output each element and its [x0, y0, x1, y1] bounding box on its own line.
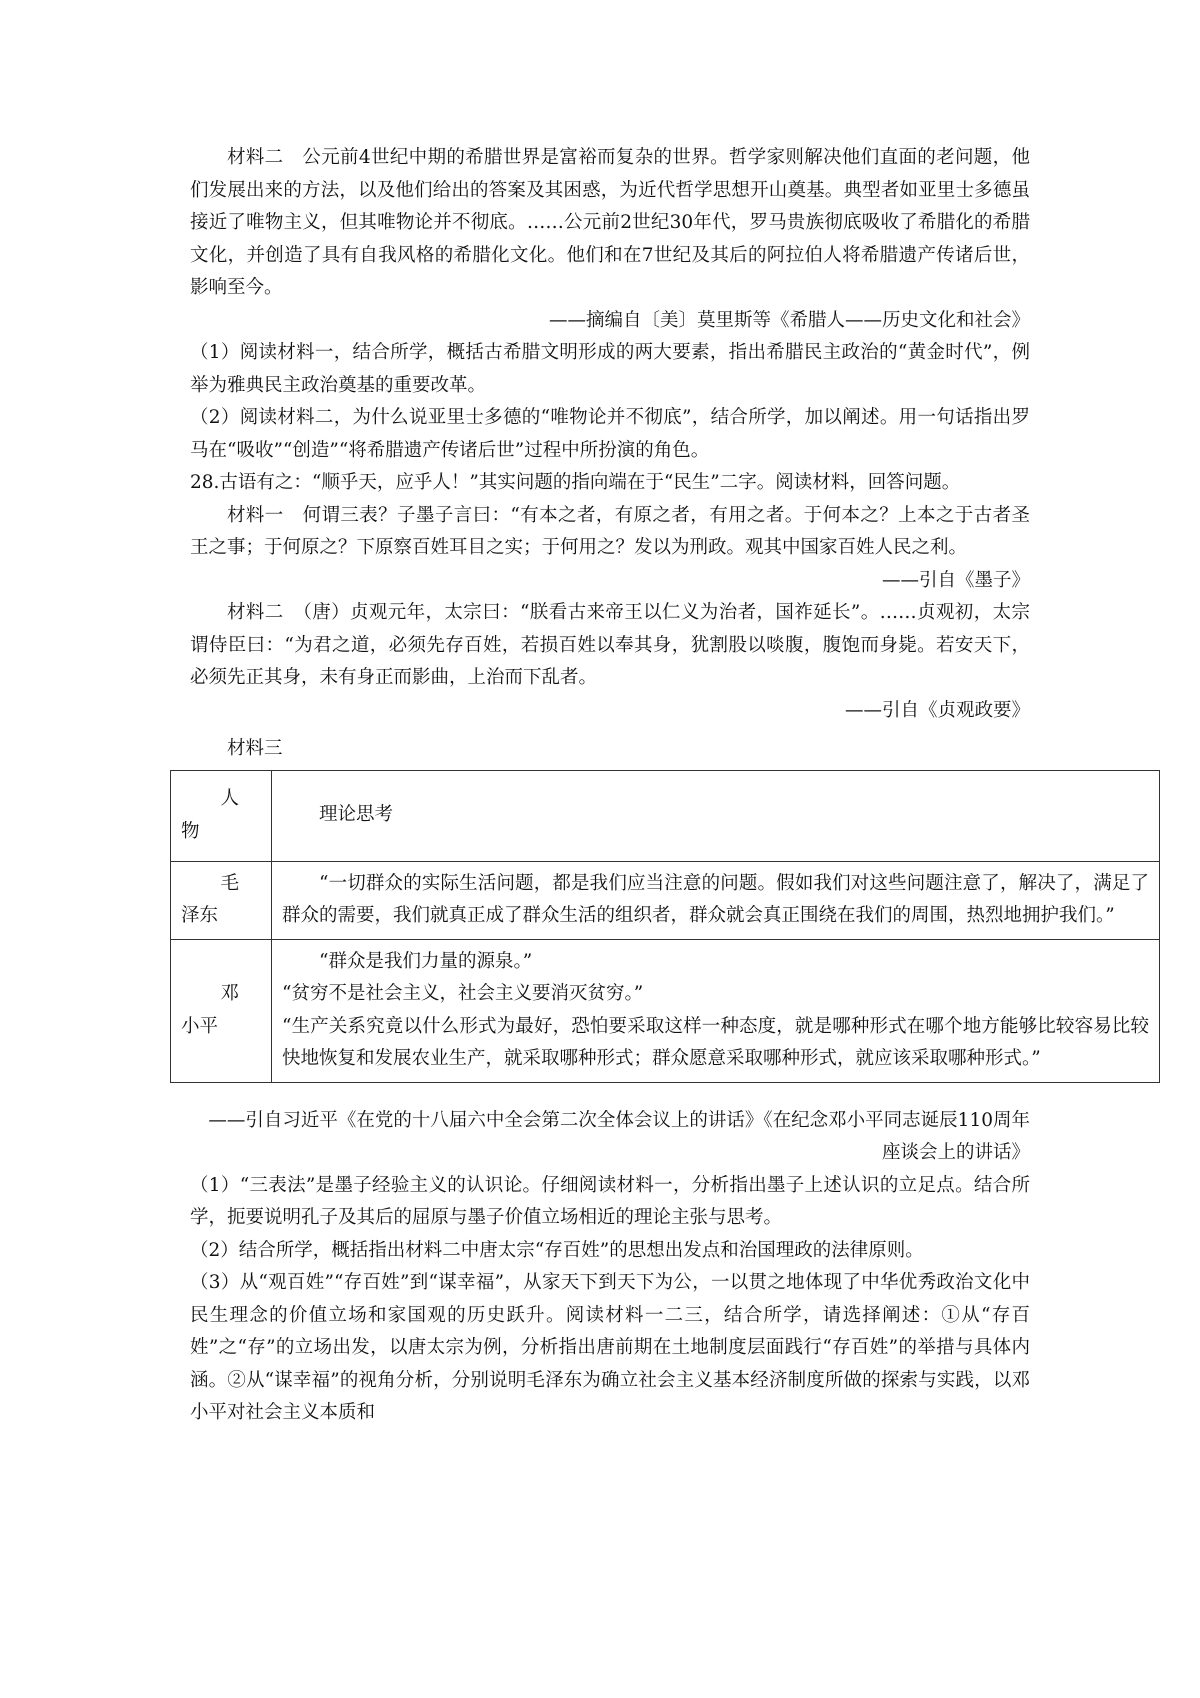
- q28-material-1-paragraph: [190, 500, 1030, 565]
- table-row: [171, 861, 1160, 939]
- theory-header-label: 理论思考: [319, 804, 394, 826]
- table-header-row: [171, 770, 1160, 861]
- q28-material-2-paragraph: [190, 597, 1030, 695]
- quote-line: “一切群众的实际生活问题，都是我们应当注意的问题。假如我们对这些问题注意了，解决了，满足了群众的需要，我们就真正成了群众生活的组织者，群众就会真正围绕在我们的周围，热烈地拥护我们。”: [282, 872, 1149, 926]
- quote-line: “群众是我们力量的源泉。”: [319, 950, 533, 972]
- material-label: 材料二: [227, 602, 284, 623]
- table-row: [171, 939, 1160, 1082]
- q28-sub3: （3）从“观百姓”“存百姓”到“谋幸福”，从家天下到天下为公，一以贯之地体现了中华优秀政治文化中民生理念的价值立场和家国观的历史跃升。阅读材料一二三，结合所学，请选择阐述：①从“存百姓”之“存”的立场出发，以唐太宗为例，分析指出唐前期在土地制度层面践行“存百姓”的举措与具体内涵。②从“谋幸福”的视角分析，分别说明毛泽东为确立社会主义基本经济制度所做的探索与实践，以邓小平对社会主义本质和: [190, 1272, 1030, 1423]
- theory-cell-deng: [272, 939, 1160, 1082]
- person-cell-mao: [171, 861, 272, 939]
- person-header-part-1: 人: [220, 788, 239, 809]
- q28-material-1-source: ——引自《墨子》: [881, 569, 1030, 591]
- material-2-greek-source: ——摘编自〔美〕莫里斯等《希腊人——历史文化和社会》: [548, 309, 1030, 331]
- person-cell-deng: [171, 939, 272, 1082]
- material-3-table: [170, 770, 1160, 1083]
- person-name-part-2: 小平: [181, 1015, 219, 1037]
- person-name-part-1: 邓: [220, 983, 239, 1004]
- theory-header-cell: [272, 770, 1160, 861]
- q28-sub2: （2）结合所学，概括指出材料二中唐太宗“存百姓”的思想出发点和治国理政的法律原则。: [190, 1239, 924, 1261]
- quote-line: “生产关系究竟以什么形式为最好，恐怕要采取这样一种态度，就是哪种形式在哪个地方能够比较容易比较快地恢复和发展农业生产，就采取哪种形式；群众愿意采取哪种形式，就应该采取哪种形式。”: [282, 1015, 1149, 1069]
- q28-material-3-label: 材料三: [227, 738, 283, 759]
- material-text: 何谓三表？子墨子言曰：“有本之者，有原之者，有用之者。于何本之？上本之于古者圣王之事；于何原之？下原察百姓耳目之实；于何用之？发以为刑政。观其中国家百姓人民之利。: [190, 504, 1030, 558]
- material-text: （唐）贞观元年，太宗曰：“朕看古来帝王以仁义为治者，国祚延长”。……贞观初，太宗谓侍臣曰：“为君之道，必须先存百姓，若损百姓以奉其身，犹割股以啖腹，腹饱而身毙。若安天下，必须先正其身，未有身正而影曲，上治而下乱者。: [190, 602, 1030, 688]
- q27-sub2: （2）阅读材料二，为什么说亚里士多德的“唯物论并不彻底”，结合所学，加以阐述。用一句话指出罗马在“吸收”“创造”“将希腊遗产传诸后世”过程中所扮演的角色。: [190, 407, 1030, 461]
- person-name-part-1: 毛: [220, 872, 239, 894]
- q28-material-3-source: ——引自习近平《在党的十八届六中全会第二次全体会议上的讲话》《在纪念邓小平同志诞辰110周年座谈会上的讲话》: [208, 1109, 1030, 1163]
- material-2-greek-paragraph: [190, 142, 1030, 305]
- material-label: 材料一: [227, 504, 284, 526]
- person-header-cell: [171, 770, 272, 861]
- material-text: 公元前4世纪中期的希腊世界是富裕而复杂的世界。哲学家则解决他们直面的老问题，他们发展出来的方法，以及他们给出的答案及其困惑，为近代哲学思想开山奠基。典型者如亚里士多德虽接近了唯物主义，但其唯物论并不彻底。……公元前2世纪30年代，罗马贵族彻底吸收了希腊化的希腊文化，并创造了具有自我风格的希腊化文化。他们和在7世纪及其后的阿拉伯人将希腊遗产传诸后世，影响至今。: [190, 147, 1030, 298]
- person-name-part-2: 泽东: [181, 905, 219, 926]
- q28-sub1: （1）“三表法”是墨子经验主义的认识论。仔细阅读材料一，分析指出墨子上述认识的立足点。结合所学，扼要说明孔子及其后的屈原与墨子价值立场相近的理论主张与思考。: [190, 1174, 1030, 1228]
- quote-line: “贫穷不是社会主义，社会主义要消灭贫穷。”: [282, 983, 644, 1004]
- page-content: [181, 142, 1149, 1430]
- q27-sub1: （1）阅读材料一，结合所学，概括古希腊文明形成的两大要素，指出希腊民主政治的“黄金时代”，例举为雅典民主政治奠基的重要改革。: [190, 342, 1030, 396]
- person-header-part-2: 物: [181, 820, 200, 842]
- q28-stem: 28.古语有之：“顺乎天，应乎人！”其实问题的指向端在于“民生”二字。阅读材料，回答问题。: [190, 472, 961, 493]
- material-label: 材料二: [227, 147, 284, 168]
- q28-material-2-source: ——引自《贞观政要》: [844, 699, 1030, 721]
- theory-cell-mao: [272, 861, 1160, 939]
